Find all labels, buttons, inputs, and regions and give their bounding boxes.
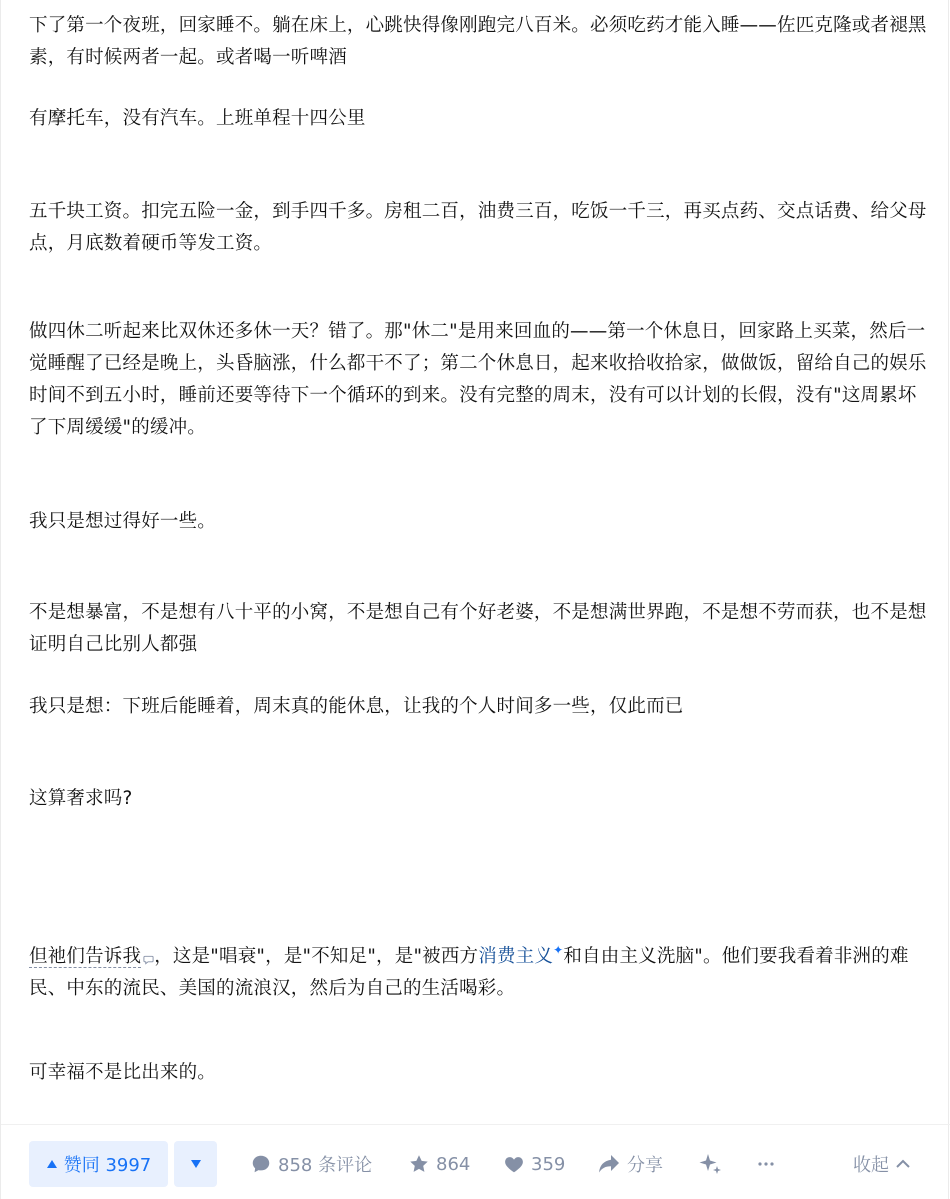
ai-sparkle-button[interactable] — [697, 1141, 723, 1187]
share-icon — [597, 1153, 621, 1175]
vote-down-button[interactable] — [174, 1141, 217, 1187]
paragraph-commute: 有摩托车，没有汽车。上班单程十四公里 — [29, 108, 366, 129]
share-label: 分享 — [627, 1155, 663, 1176]
vote-up-label: 赞同 3997 — [63, 1155, 152, 1176]
paragraph-not-wanting: 不是想暴富，不是想有八十平的小窝，不是想自己有个好老婆，不是想满世界跑，不是想不劳而获，也不是想证明自己比别人都强 — [29, 602, 927, 655]
sparkle-icon: ✦ — [553, 943, 564, 957]
comments-label: 858 条评论 — [278, 1155, 373, 1176]
more-button[interactable] — [757, 1141, 775, 1187]
paragraph-schedule: 做四休二听起来比双休还多休一天？错了。那"休二"是用来回血的——第一个休息日，回家路上买菜，然后一觉睡醒了已经是晚上，头昏脑涨，什么都干不了；第二个休息日，起来收拾收拾家，做做饭，留给自己的娱乐时间不到五小时，睡前还要等待下一个循环的到来。没有完整的周末，没有可以计划的长假，没有"这周累坏了下周缓缓"的缓冲。 — [29, 321, 927, 438]
paragraph-wish: 我只是想过得好一些。 — [29, 511, 217, 532]
comments-button[interactable] — [250, 1141, 372, 1187]
paragraph-question: 这算奢求吗? — [29, 788, 133, 809]
paragraph-only-want: 我只是想：下班后能睡着，周末真的能休息，让我的个人时间多一些，仅此而已 — [29, 696, 684, 717]
action-bar — [1, 1124, 950, 1199]
favorite-button[interactable] — [408, 1141, 470, 1187]
triangle-up-icon — [46, 1158, 58, 1170]
likes-label: 359 — [531, 1153, 566, 1175]
collapse-button[interactable] — [853, 1141, 911, 1187]
share-button[interactable] — [597, 1141, 663, 1187]
keyword-link[interactable]: 消费主义 — [478, 946, 554, 967]
like-button[interactable] — [503, 1141, 565, 1187]
more-icon — [757, 1161, 775, 1167]
comment-bubble-icon[interactable] — [143, 954, 154, 965]
paragraph-text-a: ，这是"唱衰"，是"不知足"，是"被西方 — [154, 946, 479, 967]
star-icon — [408, 1153, 430, 1175]
paragraph-salary: 五千块工资。扣完五险一金，到手四千多。房租二百，油费三百，吃饭一千三，再买点药、交点话费、给父母点，月底数着硬币等发工资。 — [29, 201, 927, 254]
paragraph-closing: 可幸福不是比出来的。 — [29, 1062, 217, 1083]
triangle-down-icon — [190, 1158, 202, 1170]
heart-icon — [503, 1153, 525, 1175]
paragraph-text-b: 和自由主义洗脑"。他们要我看着非洲的难民、中东的流民、美国的流浪汉，然后为自己的生活喝彩。 — [29, 946, 909, 999]
vote-up-button[interactable] — [29, 1141, 168, 1187]
annotated-phrase[interactable]: 但祂们告诉我 — [29, 946, 142, 967]
collapse-label: 收起 — [853, 1155, 889, 1176]
chevron-up-icon — [895, 1158, 911, 1170]
paragraph-they-tell-me — [29, 934, 929, 1005]
favorites-label: 864 — [436, 1153, 471, 1175]
paragraph-night-shift: 下了第一个夜班，回家睡不。躺在床上，心跳快得像刚跑完八百米。必须吃药才能入睡——佐匹克隆或者褪黑素，有时候两者一起。或者喝一听啤酒 — [29, 15, 927, 68]
comment-icon — [250, 1153, 272, 1175]
sparkle-icon — [697, 1151, 723, 1177]
